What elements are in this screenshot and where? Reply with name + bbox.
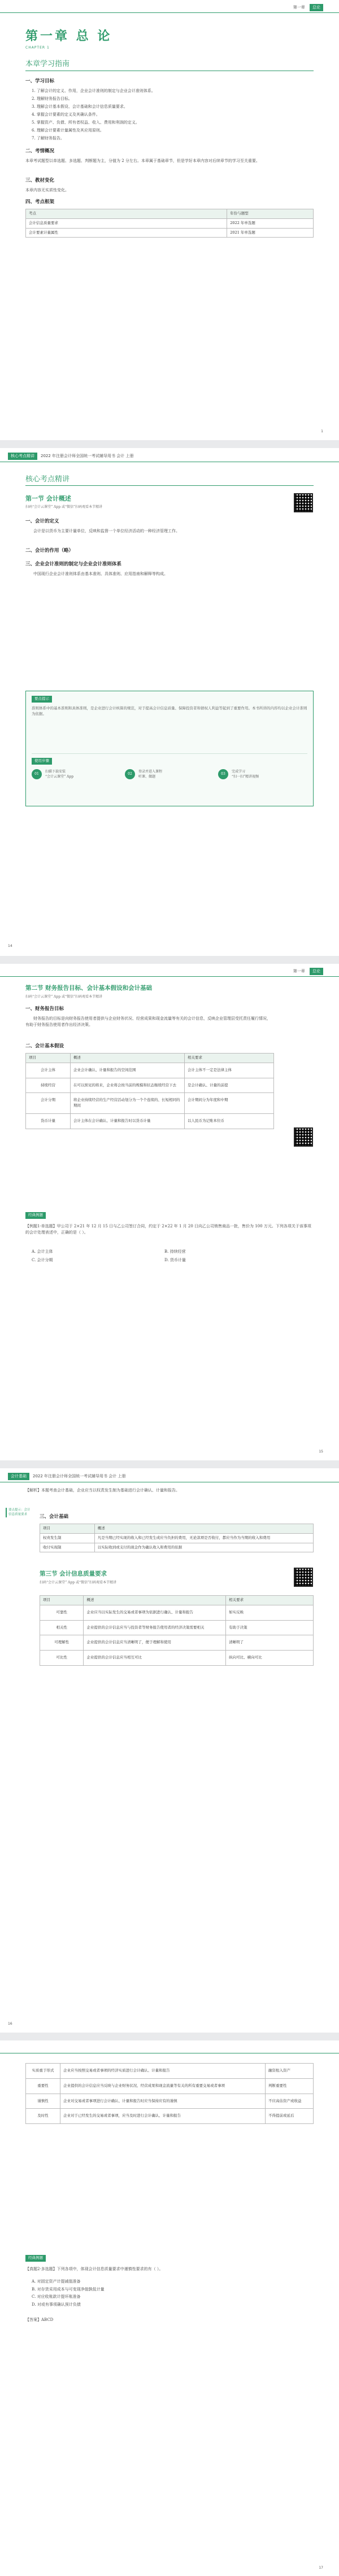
option: C. 对应收账款计提坏账准备 <box>32 2294 81 2299</box>
scan-instruction: 扫码“会计云课堂” App 或“微信”扫码观看本节精讲 <box>25 995 103 999</box>
table-cell: 会计分期 <box>26 1093 71 1114</box>
section-heading-goals: 一、学习目标 <box>25 78 55 84</box>
table-cell: 会计主体 <box>26 1063 71 1078</box>
table-row <box>40 1620 314 1635</box>
table-row <box>26 2094 314 2109</box>
page-1 <box>0 0 339 440</box>
running-header: 会计基础 2022 年注册会计师全国统一考试辅导用书 会计 上册 <box>8 1473 126 1480</box>
option: D. 对或有事项确认预计负债 <box>32 2302 81 2307</box>
example-text: 【例题1·单选题】甲公司于 2×21 年 12 月 15 日与乙公司签订合同，约定于 2×22 年 1 月 20 日向乙公司销售商品一批，售价为 100 万元。下列各项关于该事项的会计处理表述中，正确的是（ ）。 <box>25 1224 311 1235</box>
goal-item: 1. 了解会计的定义、作用，企业会计准则的制定与企业会计准则体系。 <box>32 89 155 93</box>
section-title: 第一节 会计概述 <box>25 495 71 502</box>
table-cell: 清晰明了 <box>226 1635 314 1651</box>
heading-role: 二、会计的作用（略） <box>25 548 74 554</box>
goal-item: 3. 理解会计基本假设、会计基础和会计信息质量要求。 <box>32 104 128 109</box>
page-number: 15 <box>319 1450 323 1454</box>
page-number: 1 <box>321 429 323 433</box>
table-cell: 会计主体在会计确认、计量和报告时以货币计量 <box>71 1113 185 1129</box>
table-row <box>26 1093 274 1114</box>
step-item <box>125 769 210 779</box>
table-cell: 及时性 <box>26 2109 60 2124</box>
table-header: 项目 <box>26 1054 71 1063</box>
table-header: 概述 <box>71 1054 185 1063</box>
table-cell: 企业提供的会计信息应当反映与企业财务状况、经营成果和现金流量等有关的所有重要交易或者事项 <box>60 2078 266 2094</box>
table-cell: 有助于决策 <box>226 1620 314 1635</box>
report-goal-text: 财务报告的目标是向财务报告使用者提供与企业财务状况、经营成果和现金流量等有关的会计信息，反映企业管理层受托责任履行情况，有助于财务报告使用者作出经济决策。 <box>25 1016 271 1027</box>
table-cell: 可理解性 <box>40 1635 84 1651</box>
scan-instruction: 扫码“会计云课堂” App 或“微信”扫码观看本节精讲 <box>25 505 103 509</box>
page-5 <box>0 2040 339 2576</box>
table-row: 会计信息质量要求 2022 年单选题 <box>26 218 314 228</box>
step-label: 完成学习 “扫一扫”精讲视频 <box>232 770 259 779</box>
table-cell: 货币计量 <box>26 1113 71 1129</box>
goal-item: 7. 了解财务报告。 <box>32 136 64 141</box>
table-cell: 不得提前或延后 <box>266 2109 314 2124</box>
page-number: 17 <box>319 2566 323 2570</box>
heading-basis: 三、会计基础 <box>40 1514 69 1520</box>
section-heading-changes: 三、教材变化 <box>25 178 55 183</box>
page-title: 核心考点精讲 <box>25 475 70 484</box>
table-cell: 重要性 <box>26 2078 60 2094</box>
table-cell: 是会计确认、计量的前提 <box>184 1078 273 1093</box>
table-row <box>40 1605 314 1620</box>
table-header: 考点 <box>26 209 227 219</box>
step-number: 02 <box>125 769 135 779</box>
overview-text: 本章考试题型以单选题、多选题、判断题为主，分值为 2 分左右。本章属于基础章节，但是学好本章内容对后续章节的学习至关重要。 <box>25 159 260 163</box>
heading-standards: 三、企业会计准则的制定与企业会计准则体系 <box>25 561 122 567</box>
table-cell: 企业对于已经发生的交易或者事项，应当及时进行会计确认、计量和报告 <box>60 2109 266 2124</box>
example-text: 【真题2·多选题】下列各项中，体现会计信息质量要求中谨慎性要求的有（ ）。 <box>25 2267 163 2271</box>
framework-table <box>25 209 314 238</box>
quality-table <box>40 1595 314 1666</box>
table-header: 项目 <box>40 1596 84 1605</box>
goal-item: 5. 掌握资产、负债、所有者权益、收入、费用和利润的定义。 <box>32 120 140 125</box>
definition-text: 会计是以货币为主要计量单位，反映和监督一个单位经济活动的一种经济管理工作。 <box>33 529 180 533</box>
scan-instruction: 扫码“会计云课堂” App 或“微信”扫码观看本节精讲 <box>40 1581 117 1585</box>
table-row <box>26 2078 314 2094</box>
table-cell: 如实反映 <box>226 1605 314 1620</box>
step-number: 01 <box>32 769 42 779</box>
table-cell: 可比性 <box>40 1651 84 1666</box>
quality-table-continued <box>25 2063 314 2124</box>
qr-code-icon[interactable] <box>294 1127 313 1147</box>
page-gap <box>0 956 339 964</box>
option: B. 持续经营 <box>164 1249 186 1254</box>
step-item <box>32 769 116 779</box>
table-header: 相关要求 <box>226 1596 314 1605</box>
table-cell: 企业提供的会计信息应当清晰明了，便于理解和使用 <box>84 1635 226 1651</box>
table-cell: 融资租入资产 <box>266 2064 314 2079</box>
table-cell: 将企业持续经营的生产经营活动划分为一个个连续的、长短相同的期间 <box>71 1093 185 1114</box>
qr-code-icon[interactable] <box>294 493 313 512</box>
option: A. 会计主体 <box>32 1249 53 1254</box>
table-cell: 纵向可比、横向可比 <box>226 1651 314 1666</box>
example-badge: 经典例题 <box>25 2255 46 2262</box>
changes-text: 本章内容无实质性变化。 <box>25 188 69 192</box>
page-3 <box>0 964 339 1460</box>
table-header: 相关要求 <box>184 1054 273 1063</box>
table-row: 收付实现制 以实际收到或支付的现金作为确认收入和费用的依据 <box>40 1543 314 1552</box>
table-cell: 企业应当按照交易或者事项的经济实质进行会计确认、计量和报告 <box>60 2064 266 2079</box>
heading-assumptions: 二、会计基本假设 <box>25 1043 64 1049</box>
page-number: 14 <box>8 944 12 948</box>
table-row: 会计要素计量属性 2021 年单选题 <box>26 228 314 238</box>
page-2 <box>0 448 339 956</box>
page-gap <box>0 440 339 448</box>
chapter-title: 第一章 总 论 <box>25 29 112 43</box>
table-cell: 不应高估资产或收益 <box>266 2094 314 2109</box>
section-heading-overview: 二、考情概况 <box>25 148 55 154</box>
qr-code-icon[interactable] <box>294 1568 313 1587</box>
table-row <box>26 2064 314 2079</box>
step-label: 登录并进入课程 听课、做题 <box>138 770 163 779</box>
option: B. 对存货采用成本与可变现净值孰低计量 <box>32 2287 105 2292</box>
page-gap <box>0 2033 339 2040</box>
heading-report-goal: 一、财务报告目标 <box>25 1006 64 1012</box>
table-row <box>26 1078 274 1093</box>
chapter-subtitle: CHAPTER 1 <box>25 46 50 50</box>
heading-definition: 一、会计的定义 <box>25 519 59 524</box>
table-cell: 企业提供的会计信息应当与投资者等财务报告使用者的经济决策需要相关 <box>84 1620 226 1635</box>
tip-box <box>25 691 314 806</box>
basis-table <box>40 1524 314 1552</box>
table-cell: 持续经营 <box>26 1078 71 1093</box>
option: C. 会计分期 <box>32 1257 53 1262</box>
table-row <box>26 2109 314 2124</box>
table-row <box>26 1113 274 1129</box>
section-title: 第二节 财务报告目标、会计基本假设和会计基础 <box>25 985 153 991</box>
option: D. 货币计量 <box>164 1257 186 1262</box>
step-label: 扫描下载安装 “会计云课堂” App <box>45 770 74 779</box>
table-cell: 谨慎性 <box>26 2094 60 2109</box>
answer-text: 【解析】本题考查会计基础，企业应当以权责发生制为基础进行会计确认、计量和报告。 <box>25 1488 180 1493</box>
options-list <box>32 2279 303 2309</box>
table-cell: 企业应当以实际发生的交易或者事项为依据进行确认、计量和报告 <box>84 1605 226 1620</box>
guide-title: 本章学习指南 <box>25 60 70 68</box>
section-title: 第三节 会计信息质量要求 <box>40 1570 107 1577</box>
standards-text: 中国现行企业会计准则体系由基本准则、具体准则、应用指南和解释等构成。 <box>33 572 168 576</box>
table-header: 项目 <box>40 1524 95 1534</box>
answer-text: 【答案】ABCD <box>25 2318 54 2322</box>
table-cell: 企业提供的会计信息应当相互可比 <box>84 1651 226 1666</box>
goal-item: 2. 理解财务报告目标。 <box>32 96 72 101</box>
assumptions-table <box>25 1053 274 1129</box>
example-badge: 经典例题 <box>25 1212 46 1219</box>
table-row: 权责发生制 凡是当期已经实现的收入和已经发生或应当负担的费用，无论款项是否收付，都应当作为当期的收入和费用 <box>40 1533 314 1543</box>
page-number: 16 <box>8 2022 12 2026</box>
table-row <box>40 1651 314 1666</box>
running-header: 核心考点精讲 2022 年注册会计师全国统一考试辅导用书 会计 上册 <box>8 453 134 460</box>
header-rule <box>0 12 339 13</box>
section-heading-framework: 四、考点框架 <box>25 199 55 205</box>
table-row <box>40 1635 314 1651</box>
header-rule <box>0 976 339 977</box>
table-cell: 可靠性 <box>40 1605 84 1620</box>
page-gap <box>0 1460 339 1468</box>
table-row <box>26 1063 274 1078</box>
table-header: 概述 <box>84 1596 226 1605</box>
running-header: 第一章 总论 <box>293 968 323 975</box>
table-cell: 以人民币为记账本位币 <box>184 1113 273 1129</box>
divider <box>32 753 307 754</box>
table-header: 概述 <box>94 1524 313 1534</box>
page-4 <box>0 1468 339 2033</box>
table-cell: 企业会计确认、计量和报告的空间范围 <box>71 1063 185 1078</box>
table-cell: 企业对交易或者事项进行会计确认、计量和报告时应当保持应有的谨慎 <box>60 2094 266 2109</box>
table-cell: 会计期间分为年度和中期 <box>184 1093 273 1114</box>
step-item <box>218 769 303 779</box>
option: A. 对固定资产计提减值准备 <box>32 2279 81 2284</box>
table-cell: 实质重于形式 <box>26 2064 60 2079</box>
steps-badge: 使用步骤 <box>32 758 52 765</box>
tip-badge: 要点提示 <box>32 696 52 703</box>
options-grid <box>32 1249 286 1263</box>
goal-item: 6. 理解会计要素计量属性及其应用原则。 <box>32 128 104 133</box>
tip-text: 准则体系中的基本准则和具体准则，是企业进行会计核算的规范，对于提高会计信息质量、保障投资者和债权人利益等起到了重要作用。本书所讲的内容均以企业会计准则为依据。 <box>32 706 307 716</box>
side-note: 要点提示：会计信息质量要求 <box>6 1508 33 1517</box>
goal-item: 4. 掌握会计要素的定义及其确认条件。 <box>32 112 100 117</box>
table-cell: 在可以预见的将来，企业将会按当前的规模和状态继续经营下去 <box>71 1078 185 1093</box>
section-rule <box>25 485 314 486</box>
table-cell: 相关性 <box>40 1620 84 1635</box>
table-cell: 会计主体不一定是法律主体 <box>184 1063 273 1078</box>
table-header: 年份与题型 <box>227 209 314 219</box>
running-header: 第一章 总论 <box>293 4 323 11</box>
table-cell: 判断重要性 <box>266 2078 314 2094</box>
step-number: 03 <box>218 769 228 779</box>
